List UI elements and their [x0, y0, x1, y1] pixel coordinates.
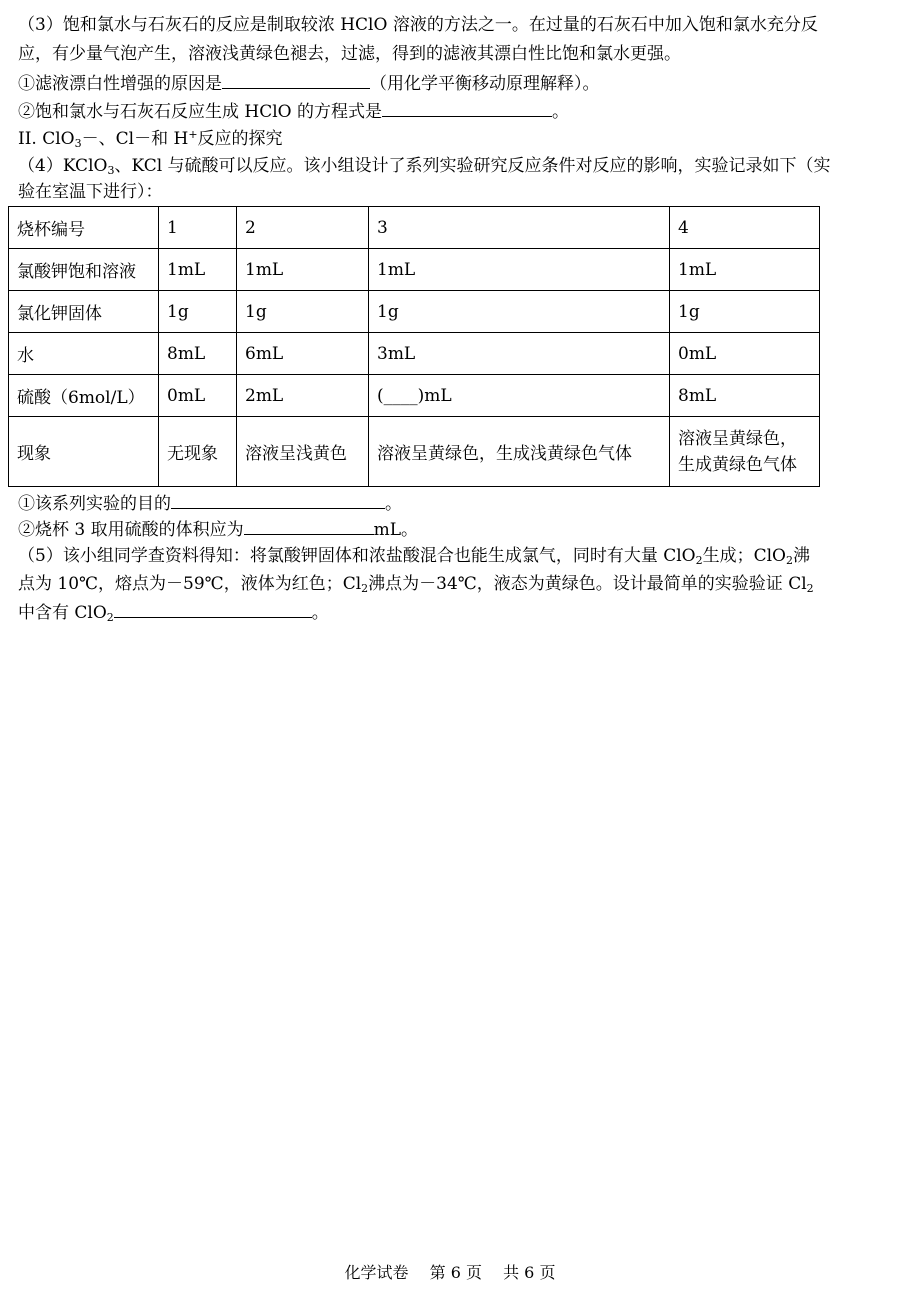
- q5-text-b1: 点为 10℃，熔点为－59℃，液体为红色；Cl: [18, 574, 362, 594]
- table-cell: 1g: [369, 291, 670, 333]
- table-row: [9, 249, 820, 291]
- q5-text-c3: 。: [311, 603, 329, 623]
- table-cell: 1g: [670, 291, 820, 333]
- row-header-kcl: 氯化钾固体: [9, 291, 159, 333]
- q5-sub-c2: 2: [106, 611, 114, 624]
- table-cell: [670, 417, 820, 487]
- table-row: [9, 417, 820, 487]
- q5-line-2: [18, 573, 814, 595]
- section-2-text-b: －、Cl－和 H: [81, 129, 189, 149]
- table-cell: 溶液呈黄绿色，生成浅黄绿色气体: [369, 417, 670, 487]
- q3-intro-text-1: （3）饱和氯水与石灰石的反应是制取较浓 HClO 溶液的方法之一。在过量的石灰石中加入饱和氯水充分反: [18, 15, 818, 35]
- q5-answer-blank[interactable]: [114, 601, 312, 618]
- q5-sub-b2: 2: [361, 582, 369, 595]
- q5-sub-a4: 2: [786, 554, 793, 567]
- q4-sub1-answer-blank[interactable]: [171, 492, 385, 509]
- q4-sub1-end: 。: [385, 494, 402, 514]
- q3-sub1-hint: （用化学平衡移动原理解释）。: [370, 74, 600, 94]
- q3-sub1-answer-blank[interactable]: [222, 72, 370, 89]
- table-row: [9, 207, 820, 249]
- q4-intro-line-2: [18, 181, 163, 203]
- q4-intro-text-c: 验在室温下进行）：: [18, 182, 163, 202]
- table-row: [9, 375, 820, 417]
- page-footer: [0, 1260, 900, 1283]
- q5-sub-b4: 2: [806, 582, 814, 595]
- section-2-text-c: 反应的探究: [197, 129, 283, 149]
- footer-page-total: 共 6 页: [503, 1263, 556, 1282]
- table-cell: 无现象: [159, 417, 237, 487]
- row-header-phenomenon: 现象: [9, 417, 159, 487]
- q5-text-a5: 沸: [793, 546, 810, 566]
- q3-intro-line-1: [18, 14, 818, 36]
- table-cell: 0mL: [159, 375, 237, 417]
- q3-sub2-prompt: ②饱和氯水与石灰石反应生成 HClO 的方程式是: [18, 102, 383, 122]
- phenomenon-4-line-2: 生成黄绿色气体: [678, 454, 797, 475]
- q4-intro-text-a: （4）KClO: [18, 156, 108, 176]
- q5-sub-a2: 2: [695, 554, 703, 567]
- table-cell: 1mL: [670, 249, 820, 291]
- table-cell: 0mL: [670, 333, 820, 375]
- q5-line-1: [18, 545, 810, 567]
- q5-line-3: [18, 601, 329, 624]
- q5-text-a3: 生成；ClO: [702, 546, 786, 566]
- row-header-beaker: 烧杯编号: [9, 207, 159, 249]
- table-cell: 8mL: [159, 333, 237, 375]
- q4-intro-sub-3: 3: [107, 164, 115, 177]
- table-cell: 2: [237, 207, 369, 249]
- q4-intro-line-1: [18, 155, 831, 177]
- table-cell: 3: [369, 207, 670, 249]
- q4-sub2-end: mL。: [373, 520, 419, 540]
- table-cell-blank-volume[interactable]: (____)mL: [369, 375, 670, 417]
- table-cell: 1mL: [369, 249, 670, 291]
- row-header-water: 水: [9, 333, 159, 375]
- table-cell: 溶液呈浅黄色: [237, 417, 369, 487]
- q3-intro-line-2: [18, 43, 681, 65]
- table-cell: 1g: [237, 291, 369, 333]
- table-row: [9, 333, 820, 375]
- row-header-acid: 硫酸（6mol/L）: [9, 375, 159, 417]
- table-cell: 1mL: [237, 249, 369, 291]
- table-cell: 8mL: [670, 375, 820, 417]
- q4-sub2-answer-blank[interactable]: [244, 518, 374, 535]
- table-cell: 1mL: [159, 249, 237, 291]
- table-cell: 1: [159, 207, 237, 249]
- q3-intro-text-2: 应，有少量气泡产生，溶液浅黄绿色褪去，过滤，得到的滤液其漂白性比饱和氯水更强。: [18, 44, 681, 64]
- table-cell: 2mL: [237, 375, 369, 417]
- q5-text-a1: （5）该小组同学查资料得知：将氯酸钾固体和浓盐酸混合也能生成氯气，同时有大量 ClO: [18, 546, 696, 566]
- section-2-sup-plus: +: [188, 128, 198, 141]
- row-header-kclo3: 氯酸钾饱和溶液: [9, 249, 159, 291]
- section-2-text-a: II. ClO: [18, 129, 75, 149]
- q3-sub2: [18, 100, 569, 123]
- q3-sub2-answer-blank[interactable]: [382, 100, 552, 117]
- table-cell: 1g: [159, 291, 237, 333]
- q5-text-c1: 中含有 ClO: [18, 603, 107, 623]
- q3-sub1-prompt: ①滤液漂白性增强的原因是: [18, 74, 222, 94]
- table-cell: 4: [670, 207, 820, 249]
- footer-page-number: 第 6 页: [429, 1263, 482, 1282]
- table-row: [9, 291, 820, 333]
- experiment-table: [8, 206, 820, 487]
- phenomenon-4-line-1: 溶液呈黄绿色，: [678, 428, 797, 449]
- q4-sub1-prompt: ①该系列实验的目的: [18, 494, 171, 514]
- q4-intro-text-b: 、KCl 与硫酸可以反应。该小组设计了系列实验研究反应条件对反应的影响，实验记录如下（实: [114, 156, 831, 176]
- section-2-sub-3: 3: [74, 137, 82, 150]
- q5-text-b3: 沸点为－34℃，液态为黄绿色。设计最简单的实验验证 Cl: [368, 574, 807, 594]
- q4-sub1: [18, 492, 402, 515]
- table-cell: 6mL: [237, 333, 369, 375]
- footer-subject: 化学试卷: [344, 1263, 409, 1282]
- q4-sub2-prompt: ②烧杯 3 取用硫酸的体积应为: [18, 520, 244, 540]
- section-2-heading: [18, 128, 283, 150]
- q3-sub1: [18, 72, 600, 95]
- q4-sub2: [18, 518, 418, 541]
- q3-sub2-end: 。: [552, 102, 570, 122]
- table-cell: 3mL: [369, 333, 670, 375]
